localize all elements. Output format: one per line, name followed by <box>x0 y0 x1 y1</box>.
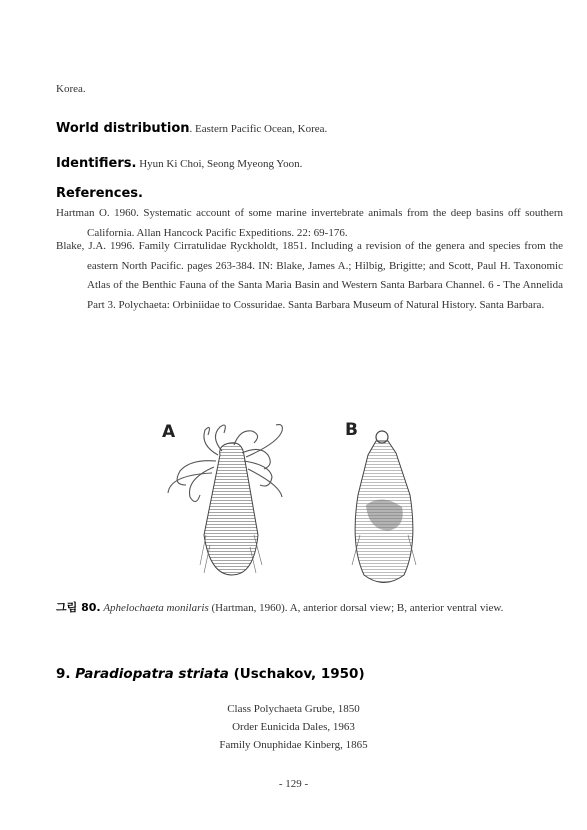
world-distribution-label: World distribution <box>56 121 190 136</box>
section-author: (Uschakov, 1950) <box>233 666 365 682</box>
page-number: - 129 - <box>278 778 309 790</box>
caption-species: Aphelochaeta monilaris <box>103 602 209 614</box>
classification-order: Order Eunicida Dales, 1963 <box>232 721 355 733</box>
worm-b-drawing <box>352 431 416 583</box>
identifiers-text: Hyun Ki Choi, Seong Myeong Yoon. <box>136 158 303 170</box>
section-species: Paradiopatra striata <box>75 666 229 682</box>
world-distribution <box>56 117 327 136</box>
panel-a-label: A <box>162 422 176 442</box>
section-heading <box>56 666 365 682</box>
intro-text: Korea. <box>56 83 86 95</box>
reference-item: Hartman O. 1960. Systematic account of some marine invertebrate animals from the deep basins off southern California. Allan Hancock Pacific Expeditions. 22: 69-176. <box>56 207 563 239</box>
references-heading: References. <box>56 186 143 201</box>
reference-item: Blake, J.A. 1996. Family Cirratulidae Ryckholdt, 1851. Including a revision of the genera and species from the eastern North Pacific. pages 263-384. IN: Blake, James A.; Hilbig, Brigitte; and Scott, Paul H. Taxonomic Atlas of the Benthic Fauna of the Santa Maria Basin and Western Santa Barbara Channel. 6 - The Annelida Part 3. Polychaeta: Orbiniidae to Cossuridae. Santa Barbara Museum of Natural History. Santa Barbara. <box>56 240 563 311</box>
worm-a-drawing <box>168 425 282 575</box>
figure-illustration <box>150 415 440 590</box>
classification-class: Class Polychaeta Grube, 1850 <box>227 703 360 715</box>
panel-b-label: B <box>345 420 358 440</box>
classification-family: Family Onuphidae Kinberg, 1865 <box>219 739 368 751</box>
worm-illustration <box>150 415 440 590</box>
figure-caption <box>56 598 532 618</box>
identifiers <box>56 152 302 171</box>
caption-prefix: 그림 80. <box>56 601 101 614</box>
world-distribution-text: . Eastern Pacific Ocean, Korea. <box>189 123 328 135</box>
section-number: 9. <box>56 666 71 682</box>
identifiers-label: Identifiers. <box>56 156 137 171</box>
caption-rest: (Hartman, 1960). A, anterior dorsal view; B, anterior ventral view. <box>208 602 504 614</box>
